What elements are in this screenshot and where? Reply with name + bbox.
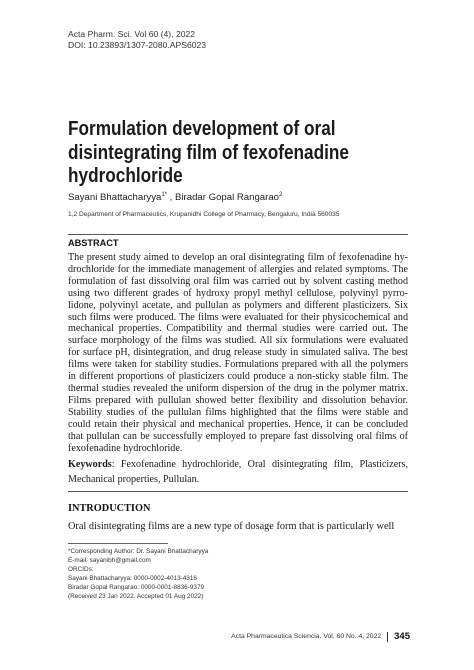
keywords-label: Keywords [68, 459, 112, 470]
journal-citation: Acta Pharm. Sci. Vol 60 (4), 2022 [68, 29, 196, 39]
footer-separator [387, 632, 388, 642]
orcid-2: Biradar Gopal Rangarao: 0000-0001-8836-9379 [68, 583, 205, 591]
affiliation: 1,2 Department of Pharmaceutics, Krupanidhi College of Pharmacy, Bengaluru, India 560035 [68, 211, 340, 218]
abstract-bottom-rule [68, 491, 408, 492]
introduction-text: Oral disintegrating films are a new type of dosage form that is particularly well [68, 521, 395, 532]
keywords-text: : Fexofenadine hydrochloride, Oral disintegrating film, Plasticizers, Mechanical properties, Pullulan. [68, 459, 408, 485]
received-accepted-dates: (Received 23 Jan 2022, Accepted 01 Aug 2022) [68, 592, 204, 600]
corresponding-author: *Corresponding Author: Dr. Sayani Bhattacharyya [68, 548, 209, 555]
author-2-affiliation-mark: 2 [279, 192, 283, 198]
author-2: Biradar Gopal Rangarao [175, 192, 280, 204]
keywords [68, 458, 408, 487]
journal-header [68, 29, 206, 51]
orcid-1: Sayani Bhattacharyya: 0000-0002-4013-4316 [68, 574, 197, 582]
article-title: Formulation development of oral disintegrating film of fexofenadine hydrochloride [68, 118, 349, 187]
abstract-text: The present study aimed to develop an oral disintegrating film of fexofenadine hy-drochloride for the immediate management of allergies and related symptoms. The formulation of fast dissolving oral film was carried out by solvent casting method using two different grades of hydroxy propyl methyl cellulose, polyvinyl pyrro-lidone, polyvinyl acetate, and pullulan as polymers and different plasticizers. Six such films were produced. The films were evaluated for their physicochemical and mechanical properties. Compatibility and thermal studies were carried out. The surface morphology of the films was studied. All six formulations were evaluated for surface pH, disintegration, and drug release study in simulated saliva. The best films were taken for stability studies. Formulations prepared with all the polymers in different proportions of plasticizers could produce a non-sticky stable film. The thermal studies revealed the uniform dispersion of the drug in the polymer matrix. Films prepared with pullulan showed better flexibility and dissolution behavior. Stability studies of the pullulan films highlighted that the films were stable and could retain their physical and mechanical properties. Hence, it can be concluded that pullulan can be successfully employed to prepare fast dissolving oral films of fexofenadine hydrochloride. [68, 252, 408, 454]
author-1: Sayani Bhattacharyya [68, 192, 162, 204]
introduction-heading: INTRODUCTION [68, 503, 151, 514]
author-line [68, 192, 282, 203]
page-footer [231, 631, 410, 642]
footer-journal-issue: Acta Pharmaceutica Sciencia. Vol. 60 No. 4, 2022 [231, 633, 382, 640]
orcids-label: ORCIDs: [68, 565, 94, 573]
author-email: E-mail: sayanibh@gmail.com [68, 556, 151, 564]
abstract-heading: ABSTRACT [68, 238, 119, 248]
journal-doi: DOI: 10.23893/1307-2080.APS6023 [68, 40, 207, 50]
footnote-rule [68, 543, 168, 544]
page-number: 345 [394, 631, 410, 642]
author-separator: , [167, 192, 176, 204]
abstract-top-rule [68, 234, 408, 235]
footnotes [68, 548, 208, 601]
author-1-affiliation-mark: 1* [161, 192, 168, 198]
